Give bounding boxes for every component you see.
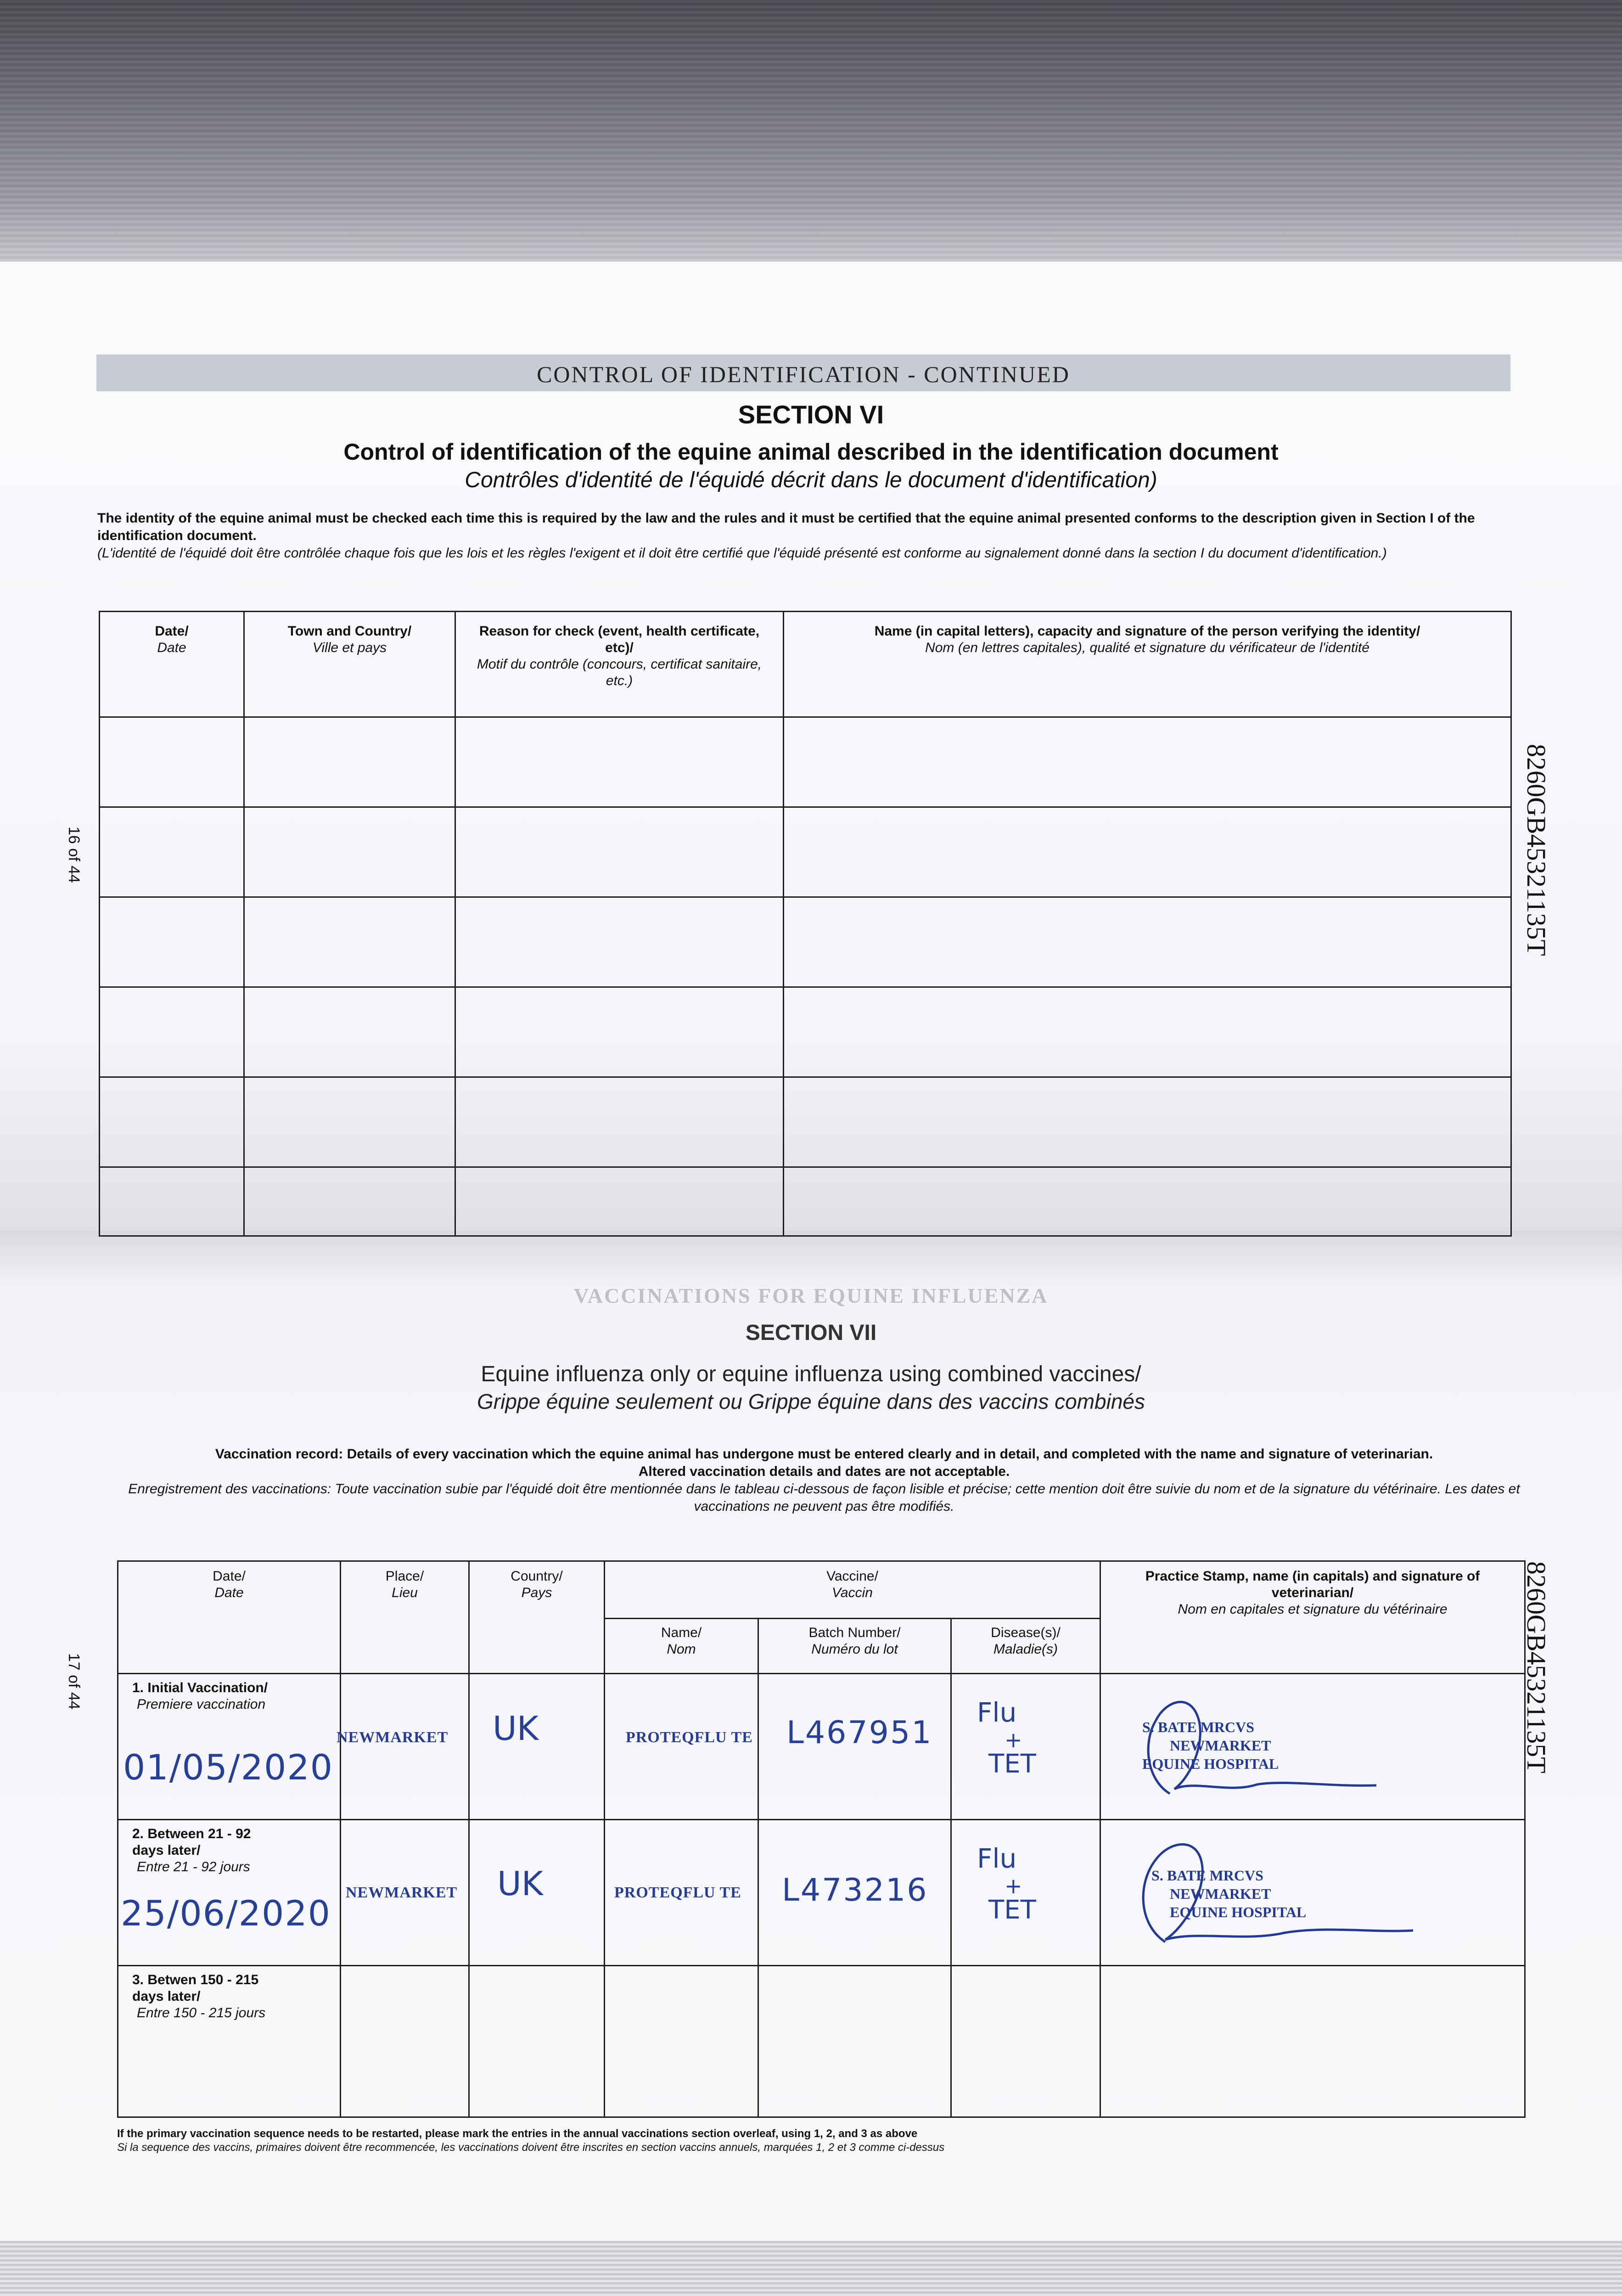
vaccination-table — [117, 1560, 1526, 2118]
table-cell[interactable] — [784, 807, 1511, 897]
place-stamp: NEWMARKET — [346, 1884, 458, 1901]
row-label-en: 2. Between 21 - 92 days later/ — [132, 1826, 251, 1858]
section-6-subtitle-en: Control of identification of the equine animal described in the identification document — [343, 439, 1279, 465]
section-banner: CONTROL OF IDENTIFICATION - CONTINUED — [96, 355, 1510, 391]
table-cell[interactable] — [784, 1077, 1511, 1167]
row-place-cell[interactable] — [341, 1966, 469, 2117]
table-cell[interactable] — [244, 807, 455, 897]
row-label-en: 1. Initial Vaccination/ — [132, 1680, 268, 1695]
table-cell[interactable] — [244, 717, 455, 807]
row-date-cell[interactable] — [118, 1820, 341, 1966]
handwritten-batch: L467951 — [786, 1715, 933, 1751]
col-header-date: Date/ Date — [100, 612, 244, 717]
col-header-country: Country/ Pays — [469, 1561, 605, 1674]
row-vaccine-cell[interactable] — [605, 1674, 758, 1820]
row-date-cell[interactable] — [118, 1674, 341, 1820]
table-cell[interactable] — [455, 807, 784, 897]
vaccine-stamp: PROTEQFLU TE — [626, 1729, 753, 1746]
row-place-cell[interactable] — [337, 1674, 469, 1820]
disease-flu: Flu — [977, 1697, 1017, 1728]
record-en-2: Altered vaccination details and dates are not acceptable. — [638, 1464, 1010, 1479]
col-header-date: Date/ Date — [118, 1561, 341, 1674]
section-7-subtitle-en: Equine influenza only or equine influenza using combined vaccines/ — [481, 1362, 1141, 1386]
row-stamp-cell[interactable] — [1100, 1820, 1525, 1966]
row-label-fr: Entre 150 - 215 jours — [137, 2005, 266, 2020]
table-cell[interactable] — [244, 1167, 455, 1236]
table-cell[interactable] — [100, 987, 244, 1077]
table-cell[interactable] — [244, 1077, 455, 1167]
scan-background-top — [0, 0, 1622, 262]
table-cell[interactable] — [100, 1167, 244, 1236]
practice-stamp: S. BATE MRCVS NEWMARKET EQUINE HOSPITAL — [1142, 1719, 1279, 1772]
table-row — [118, 1674, 1525, 1820]
intro-en: The identity of the equine animal must be checked each time this is required by the law and the rules and it must be certified that the equine animal presented conforms to the description given in Section I of the identification document. — [97, 511, 1475, 543]
table-cell[interactable] — [455, 1077, 784, 1167]
table-cell[interactable] — [784, 717, 1511, 807]
row-place-cell[interactable] — [341, 1820, 469, 1966]
section-6-intro — [97, 510, 1502, 562]
row-country-cell[interactable] — [469, 1820, 605, 1966]
handwritten-date: 01/05/2020 — [123, 1747, 334, 1788]
handwritten-country: UK — [493, 1709, 539, 1748]
row-country-cell[interactable] — [469, 1966, 605, 2117]
place-stamp: NEWMARKET — [337, 1729, 449, 1746]
section-6-subtitle-fr: Contrôles d'identité de l'équidé décrit dans le document d'identification) — [465, 468, 1157, 492]
table-cell[interactable] — [455, 717, 784, 807]
vaccine-stamp: PROTEQFLU TE — [614, 1884, 741, 1901]
table-cell[interactable] — [455, 987, 784, 1077]
col-header-stamp: Practice Stamp, name (in capitals) and signature of veterinarian/ Nom en capitales et signature du vétérinaire — [1100, 1561, 1525, 1674]
col-header-vaccine: Vaccine/ Vaccin — [605, 1561, 1100, 1619]
page-number-16: 16 of 44 — [65, 827, 83, 883]
table-cell[interactable] — [455, 897, 784, 987]
table-cell[interactable] — [100, 807, 244, 897]
table-row — [118, 1966, 1525, 2117]
record-fr: Enregistrement des vaccinations: Toute vaccination subie par l'équidé doit être mentionnée dans le tableau ci-dessous de façon lisible et précise; cette mention doit être suivie du nom et de la signature du vétérinaire. Les dates et vaccinations ne peuvent pas être modifiés. — [128, 1481, 1520, 1514]
row-disease-cell[interactable] — [951, 1966, 1100, 2117]
row-vaccine-cell[interactable] — [605, 1966, 758, 2117]
table-cell[interactable] — [784, 987, 1511, 1077]
col-header-place: Place/ Lieu — [341, 1561, 469, 1674]
row-vaccine-cell[interactable] — [605, 1820, 758, 1966]
row-batch-cell[interactable] — [758, 1674, 951, 1820]
row-country-cell[interactable] — [469, 1674, 605, 1820]
practice-stamp: S. BATE MRCVS NEWMARKET EQUINE HOSPITAL — [1151, 1867, 1307, 1920]
row-stamp-cell[interactable] — [1100, 1674, 1525, 1820]
disease-tet: TET — [988, 1895, 1036, 1925]
col-header-reason: Reason for check (event, health certificate, etc)/ Motif du contrôle (concours, certificat sanitaire, etc.) — [455, 612, 784, 717]
col-header-town: Town and Country/ Ville et pays — [244, 612, 455, 717]
table-cell[interactable] — [100, 717, 244, 807]
disease-plus: + — [1005, 1874, 1022, 1898]
row-label-en: 3. Betwen 150 - 215 days later/ — [132, 1972, 259, 2004]
section-7-title: SECTION VII — [745, 1321, 877, 1345]
table-cell[interactable] — [784, 897, 1511, 987]
section-6-title: SECTION VI — [738, 400, 884, 429]
row-label-fr: Entre 21 - 92 jours — [137, 1859, 250, 1874]
col-header-batch: Batch Number/ Numéro du lot — [758, 1619, 951, 1674]
disease-flu: Flu — [977, 1843, 1017, 1874]
intro-fr: (L'identité de l'équidé doit être contrôlée chaque fois que les lois et les règles l'exigent et il doit être certifié que l'équidé présenté est conforme au signalement donné dans la section I du document d'identification.) — [97, 546, 1387, 561]
table-row — [118, 1820, 1525, 1966]
scan-background-bottom — [0, 2241, 1622, 2296]
col-header-verifier: Name (in capital letters), capacity and signature of the person verifying the identity/ Nom (en lettres capitales), qualité et signature du vérificateur de l'identité — [784, 612, 1511, 717]
record-en-1: Vaccination record: Details of every vaccination which the equine animal has undergone must be entered clearly and in detail, and completed with the name and signature of veterinarian. — [215, 1446, 1433, 1462]
row-batch-cell[interactable] — [758, 1966, 951, 2117]
col-header-disease: Disease(s)/ Maladie(s) — [951, 1619, 1100, 1674]
footnote — [117, 2127, 1522, 2155]
disease-tet: TET — [988, 1749, 1036, 1779]
table-cell[interactable] — [784, 1167, 1511, 1236]
faded-heading: VACCINATIONS FOR EQUINE INFLUENZA — [573, 1284, 1049, 1307]
footnote-fr: Si la sequence des vaccins, primaires doivent être recommencée, les vaccinations doivent être inscrites en section vaccins annuels, marquées 1, 2 et 3 comme ci-dessus — [117, 2141, 945, 2154]
table-cell[interactable] — [455, 1167, 784, 1236]
table-cell[interactable] — [100, 897, 244, 987]
page-number-17: 17 of 44 — [65, 1653, 83, 1710]
table-cell[interactable] — [100, 1077, 244, 1167]
handwritten-country: UK — [497, 1864, 543, 1903]
section-7-subtitle-fr: Grippe équine seulement ou Grippe équine dans des vaccins combinés — [477, 1390, 1145, 1413]
row-stamp-cell[interactable] — [1100, 1966, 1525, 2117]
side-code-upper: 8260GB45321135T — [1521, 744, 1551, 956]
side-code-lower: 8260GB45321135T — [1521, 1561, 1551, 1773]
row-date-cell[interactable] — [118, 1966, 341, 2117]
row-disease-cell[interactable] — [951, 1674, 1100, 1820]
row-label-fr: Premiere vaccination — [137, 1697, 266, 1712]
identity-check-table — [99, 611, 1512, 1237]
row-batch-cell[interactable] — [758, 1820, 951, 1966]
handwritten-batch: L473216 — [782, 1872, 928, 1908]
table-cell[interactable] — [244, 987, 455, 1077]
handwritten-date: 25/06/2020 — [121, 1893, 331, 1934]
vaccination-record-text — [119, 1446, 1529, 1515]
table-cell[interactable] — [244, 897, 455, 987]
footnote-en: If the primary vaccination sequence needs to be restarted, please mark the entries in the annual vaccinations section overleaf, using 1, 2, and 3 as above — [117, 2127, 918, 2140]
disease-plus: + — [1005, 1728, 1022, 1752]
col-header-vaccine-name: Name/ Nom — [605, 1619, 758, 1674]
row-disease-cell[interactable] — [951, 1820, 1100, 1966]
